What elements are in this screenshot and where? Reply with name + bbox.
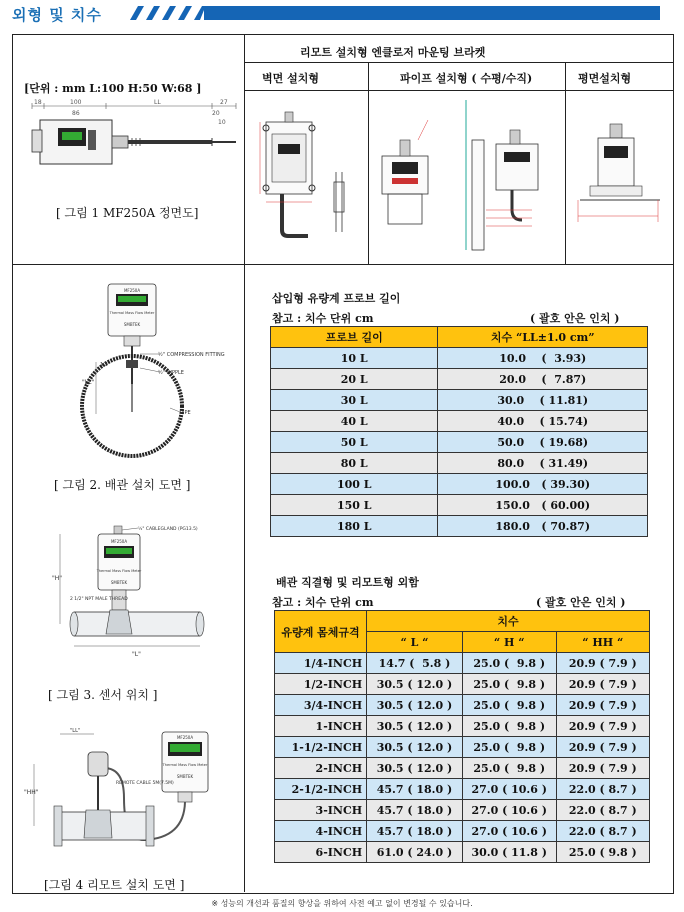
footer-note: ※ 성능의 개선과 품질의 향상을 위하여 사전 예고 없이 변경될 수 있습니다. [211,899,473,908]
table-row [275,737,650,758]
probe-length-table [270,326,648,537]
probe-dim-cell: 10.0 ( 3.93) [438,348,648,369]
pipe-inch-note: ( 괄호 안은 인치 ) [536,596,626,609]
svg-text:MF250A: MF250A [123,288,141,293]
pipe-l-cell: 61.0 ( 24.0 ) [367,842,463,863]
svg-text:Thermal Mass Flow Meter: Thermal Mass Flow Meter [96,569,142,573]
pipe-size-cell: 1/2-INCH [275,674,367,695]
bracket-col-divider-1 [368,62,369,264]
pipe-size-cell: 1-1/2-INCH [275,737,367,758]
pipe-size-cell: 1/4-INCH [275,653,367,674]
probe-dim-cell: 150.0 ( 60.00) [438,495,648,516]
pipe-l-cell: 45.7 ( 18.0 ) [367,779,463,800]
svg-text:"LL": "LL" [70,728,81,734]
svg-text:PIPE: PIPE [180,410,191,416]
table-row [271,474,648,495]
svg-text:"HH": "HH" [24,789,39,796]
pipe-size-cell: 3-INCH [275,800,367,821]
svg-text:18: 18 [34,99,42,106]
pipe-l-cell: 45.7 ( 18.0 ) [367,800,463,821]
pipe-h-cell: 27.0 ( 10.6 ) [462,821,556,842]
table-row [271,390,648,411]
table-row [275,821,650,842]
pipe-hh-cell: 22.0 ( 8.7 ) [556,821,649,842]
pipe-l-cell: 30.5 ( 12.0 ) [367,737,463,758]
col-flat-mount: 평면설치형 [578,72,632,85]
pipe-h-cell: 25.0 ( 9.8 ) [462,695,556,716]
pipe-subheader-h: “ H “ [462,632,556,653]
pipe-unit-note: 참고 : 치수 단위 cm [272,596,374,609]
svg-text:SMBTEK: SMBTEK [123,322,141,327]
section-header [8,4,676,24]
svg-text:½" COMPRESSION FITTING: ½" COMPRESSION FITTING [158,352,225,358]
svg-text:LL: LL [154,99,161,106]
svg-text:"H": "H" [52,575,63,582]
probe-dim-cell: 180.0 ( 70.87) [438,516,648,537]
svg-text:86: 86 [72,110,80,117]
pipe-l-cell: 30.5 ( 12.0 ) [367,758,463,779]
svg-text:1.5: 1.5 [100,362,108,368]
wall-mount-drawing [252,102,362,252]
table-row [275,674,650,695]
pipe-h-cell: 27.0 ( 10.6 ) [462,779,556,800]
fig2-caption: [ 그림 2. 배관 설치 도면 ] [54,478,191,492]
pipe-subheader-hh: “ HH “ [556,632,649,653]
table-row [271,453,648,474]
col-wall-mount: 벽면 설치형 [262,72,319,85]
pipe-hh-cell: 20.9 ( 7.9 ) [556,737,649,758]
svg-text:"LL": "LL" [82,379,95,386]
header-bar [204,6,660,20]
probe-length-cell: 80 L [271,453,438,474]
pipe-hh-cell: 20.9 ( 7.9 ) [556,758,649,779]
pipe-hh-cell: 20.9 ( 7.9 ) [556,653,649,674]
probe-header-dim: 치수 “LL±1.0 cm” [438,327,648,348]
pipe-header-size: 유량계 몸체규격 [275,611,367,653]
svg-text:½" NIPPLE: ½" NIPPLE [158,370,184,376]
table-row [271,495,648,516]
bracket-header-divider [244,90,673,91]
probe-length-cell: 20 L [271,369,438,390]
probe-dim-cell: 20.0 ( 7.87) [438,369,648,390]
table-row [271,516,648,537]
pipe-l-cell: 45.7 ( 18.0 ) [367,821,463,842]
pipe-l-cell: 30.5 ( 12.0 ) [367,674,463,695]
svg-text:20: 20 [212,110,220,117]
svg-text:SMBTEK: SMBTEK [176,774,194,779]
pipe-hh-cell: 22.0 ( 8.7 ) [556,800,649,821]
pipe-h-cell: 27.0 ( 10.6 ) [462,800,556,821]
fig4-caption: [그림 4 리모트 설치 도면 ] [44,878,185,892]
pipe-h-cell: 25.0 ( 9.8 ) [462,758,556,779]
fig4-remote-install-drawing [24,728,224,866]
pipe-l-cell: 14.7 ( 5.8 ) [367,653,463,674]
pipe-h-cell: 25.0 ( 9.8 ) [462,674,556,695]
probe-dim-cell: 50.0 ( 19.68) [438,432,648,453]
bracket-title-divider [244,62,673,63]
probe-dim-cell: 40.0 ( 15.74) [438,411,648,432]
probe-length-cell: 10 L [271,348,438,369]
pipe-h-cell: 25.0 ( 9.8 ) [462,716,556,737]
pipe-hh-cell: 20.9 ( 7.9 ) [556,716,649,737]
pipe-header-dim: 치수 [367,611,650,632]
table-row [271,432,648,453]
probe-dim-cell: 100.0 ( 39.30) [438,474,648,495]
table-row [271,411,648,432]
pipe-subheader-l: “ L “ [367,632,463,653]
table-row [275,695,650,716]
table-row [275,716,650,737]
pipe-size-cell: 4-INCH [275,821,367,842]
pipe-h-cell: 30.0 ( 11.8 ) [462,842,556,863]
bracket-title: 리모트 설치형 엔클로저 마운팅 브라켓 [300,46,486,59]
pipe-title: 배관 직결형 및 리모트형 외함 [276,576,419,589]
fig3-caption: [ 그림 3. 센서 위치 ] [48,688,158,702]
pipe-size-cell: 2-1/2-INCH [275,779,367,800]
table-row [271,348,648,369]
table-row [275,842,650,863]
probe-dim-cell: 30.0 ( 11.81) [438,390,648,411]
svg-text:Thermal Mass Flow Meter: Thermal Mass Flow Meter [162,763,208,767]
stripe-decoration [120,6,204,20]
section-title: 외형 및 치수 [12,6,102,24]
probe-dim-cell: 80.0 ( 31.49) [438,453,648,474]
pipe-size-table [274,610,650,863]
probe-length-cell: 100 L [271,474,438,495]
pipe-l-cell: 30.5 ( 12.0 ) [367,716,463,737]
row-divider [12,264,673,265]
fig1-caption: [ 그림 1 MF250A 정면도] [56,206,199,220]
svg-text:SMBTEK: SMBTEK [110,580,128,585]
fig1-front-drawing [22,100,242,170]
pipe-h-cell: 25.0 ( 9.8 ) [462,653,556,674]
probe-length-cell: 150 L [271,495,438,516]
svg-text:10: 10 [218,119,226,126]
table-row [275,779,650,800]
svg-text:REMOTE CABLE 5M(7.5M): REMOTE CABLE 5M(7.5M) [116,781,174,786]
fig2-pipe-install-drawing [60,284,230,460]
svg-text:MF250A: MF250A [110,539,128,544]
svg-text:½" CABLEGLAND (PG13.5): ½" CABLEGLAND (PG13.5) [138,527,198,532]
pipe-hh-cell: 20.9 ( 7.9 ) [556,695,649,716]
table-row [275,758,650,779]
probe-header-length: 프로브 길이 [271,327,438,348]
svg-text:27: 27 [220,99,228,106]
bracket-col-divider-2 [565,62,566,264]
pipe-hh-cell: 22.0 ( 8.7 ) [556,779,649,800]
column-divider [244,34,245,892]
svg-text:MF250A: MF250A [176,735,194,740]
pipe-h-cell: 25.0 ( 9.8 ) [462,737,556,758]
pipe-size-cell: 3/4-INCH [275,695,367,716]
pipe-hh-cell: 20.9 ( 7.9 ) [556,674,649,695]
probe-length-cell: 30 L [271,390,438,411]
pipe-l-cell: 30.5 ( 12.0 ) [367,695,463,716]
probe-length-cell: 50 L [271,432,438,453]
pipe-mount-drawing [372,100,562,250]
flat-mount-drawing [570,104,670,244]
svg-text:"L": "L" [132,651,141,658]
pipe-hh-cell: 25.0 ( 9.8 ) [556,842,649,863]
fig3-sensor-position-drawing [52,524,232,666]
probe-unit-note: 참고 : 치수 단위 cm [272,312,374,325]
probe-length-cell: 180 L [271,516,438,537]
svg-text:100: 100 [70,99,82,106]
pipe-size-cell: 1-INCH [275,716,367,737]
col-pipe-mount: 파이프 설치형 ( 수평/수직) [400,72,533,85]
svg-text:2 1/2" NPT MALE THREAD: 2 1/2" NPT MALE THREAD [70,597,128,602]
table-row [275,800,650,821]
probe-inch-note: ( 괄호 안은 인치 ) [530,312,620,325]
probe-length-cell: 40 L [271,411,438,432]
table-row [271,369,648,390]
pipe-size-cell: 6-INCH [275,842,367,863]
table-row [275,653,650,674]
svg-text:Thermal Mass Flow Meter: Thermal Mass Flow Meter [109,311,155,315]
probe-title: 삽입형 유량계 프로브 길이 [272,292,401,305]
units-label: [단위 : mm L:100 H:50 W:68 ] [24,82,202,95]
pipe-size-cell: 2-INCH [275,758,367,779]
